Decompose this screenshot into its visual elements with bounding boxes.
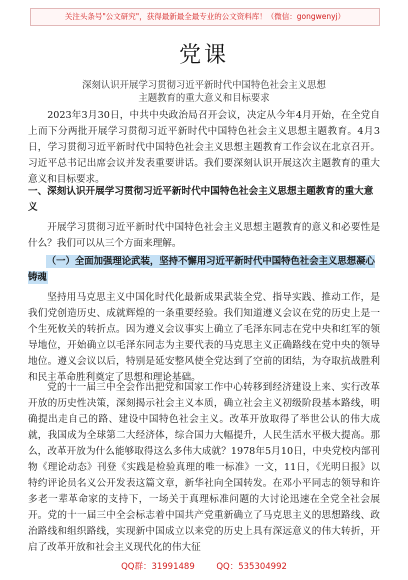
subsection-1-heading-text: （一）全面加强理论武装，坚持不懈用习近平新时代中国特色社会主义思想凝心铸魂: [28, 256, 375, 283]
body-paragraph-2: 党的十一届三中全会作出把党和国家工作中心转移到经济建设上来、实行改革开放的历史性决策，深刻揭示社会主义本质，确立社会主义初级阶段基本路线，明确提出走自己的路、建设中国特色社会主义。改革开放取得了举世公认的伟大成就，我国成为全球第二大经济体，综合国力大幅提升，人民生活水平极大提高。那么，改革开放为什么能够取得这么多伟大成就？1978年5月10日，中央党校内部刊物《理论动态》刊登《实践是检验真理的唯一标准》一文，11日，《光明日报》以特约评论员名义公开发表这篇文章，新华社向全国转发。在邓小平同志的领导和许多老一辈革命家的支持下，一场关于真理标准问题的大讨论迅速在全党全社会展开。党的十一届三中全会标志着中国共产党重新确立了马克思主义的思想路线、政治路线和组织路线，实现新中国成立以来党的历史上具有深远意义的伟大转折，开启了改革开放和社会主义现代化的伟大征: [28, 382, 380, 553]
subsection-1-heading: [28, 254, 380, 286]
subtitle-line-2: 主题教育的重大意义和目标要求: [138, 93, 270, 104]
body-paragraph-1: 坚持用马克思主义中国化时代化最新成果武装全党、指导实践、推动工作，是我们党创造历史、成就辉煌的一条重要经验。我们知道遵义会议在党的历史上是一个生死攸关的转折点。因为遵义会议事实上确立了毛泽东同志在党中央和红军的领导地位，开始确立以毛泽东同志为主要代表的马克思主义正确路线在党中央的领导地位。遵义会议以后，特别是延安整风使全党达到了空前的团结，为夺取抗战胜利和民主革命胜利奠定了思想和理论基础。: [28, 292, 380, 383]
intro-paragraph: 2023年3月30日，中共中央政治局召开会议，决定从今年4月开始，在全党自上而下分两批开展学习贯彻习近平新时代中国特色社会主义思想主题教育。4月3日，学习贯彻习近平新时代中国特色社会主义思想主题教育工作会议在北京召开。习近平总书记出席会议并发表重要讲话。我们要深刻认识开展这次主题教育的重大意义和目标要求。: [28, 110, 380, 185]
contact-footer: QQ群：31991489 QQ：535304992: [121, 562, 287, 572]
section-1-heading: 一、深刻认识开展学习贯彻习近平新时代中国特色社会主义思想主题教育的重大意义: [28, 186, 374, 213]
promo-banner: 关注头条号"公文研究"，获得最新最全最专业的公文资料库！（微信：gongwenyj）: [30, 8, 380, 26]
section-1-intro: 开展学习贯彻习近平新时代中国特色社会主义思想主题教育的意义和必要性是什么？我们可以从三个方面来理解。: [28, 222, 380, 249]
subtitle-line-1: 深刻认识开展学习贯彻习近平新时代中国特色社会主义思想: [82, 80, 326, 91]
page-title: 党课: [178, 43, 229, 68]
